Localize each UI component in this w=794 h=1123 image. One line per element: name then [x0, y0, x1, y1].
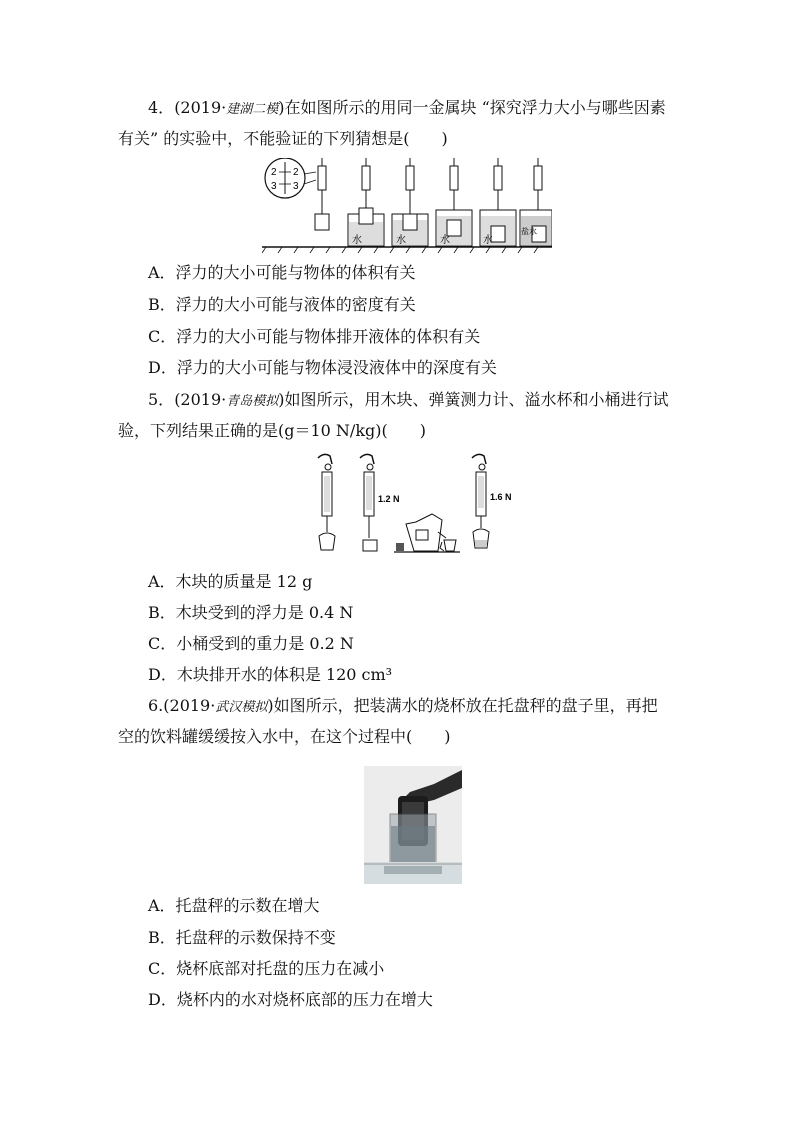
q4-option-b[interactable]: B．浮力的大小可能与液体的密度有关 [148, 295, 416, 314]
q5-figure [310, 452, 522, 562]
q6-option-b[interactable]: B．托盘秤的示数保持不变 [148, 928, 336, 947]
q5-source: 青岛模拟 [226, 394, 279, 409]
q6-stem-line2: 空的饮料罐缓缓按入水中，在这个过程中( ) [118, 727, 451, 746]
q4-option-a[interactable]: A．浮力的大小可能与物体的体积有关 [148, 263, 416, 282]
q5-number: 5． [148, 390, 175, 409]
q5-scale-bucket-water [472, 454, 512, 548]
q5-figure-svg [310, 452, 522, 562]
q6-source: 武汉模拟 [215, 700, 268, 715]
q5-stem-line1: 5．(2019·青岛模拟)如图所示，用木块、弹簧测力计、溢水杯和小桶进行试 [148, 390, 669, 409]
q4-scale-mark: 3 [271, 181, 277, 192]
q4-beaker-label: 水 [483, 235, 493, 246]
q4-scale-mark: 3 [293, 181, 299, 192]
q5-reading-1: 1.2 N [378, 494, 400, 504]
q4-scale-mark: 2 [271, 167, 277, 178]
q4-beaker-label: 盐水 [521, 227, 537, 236]
q4-beaker-5 [520, 158, 552, 246]
q5-option-b[interactable]: B．木块受到的浮力是 0.4 N [148, 603, 354, 622]
q5-option-a[interactable]: A．木块的质量是 12 g [148, 572, 313, 591]
q6-option-c[interactable]: C．烧杯底部对托盘的压力在减小 [148, 959, 385, 978]
q4-beaker-3 [436, 158, 472, 246]
q5-scale-bucket [318, 454, 335, 550]
q4-beaker-label: 水 [352, 235, 362, 246]
q6-option-a[interactable]: A．托盘秤的示数在增大 [148, 896, 320, 915]
q4-option-d[interactable]: D．浮力的大小可能与物体浸没液体中的深度有关 [148, 358, 497, 377]
q4-beaker-4 [480, 158, 516, 246]
q4-metal-block [315, 214, 329, 230]
q4-beaker-2 [392, 158, 428, 246]
q6-photo-svg [364, 766, 462, 884]
q5-scale-block [360, 454, 400, 551]
q5-reading-2: 1.6 N [490, 492, 512, 502]
q5-overflow-cup [396, 514, 456, 551]
q5-stem-line2: 验，下列结果正确的是(g＝10 N/kg)( ) [118, 421, 426, 440]
scale-tray-image [384, 866, 442, 874]
q4-scale-mark: 2 [293, 167, 299, 178]
q4-scale-air [315, 158, 329, 230]
q4-beaker-label: 水 [396, 235, 406, 246]
q6-photo [364, 766, 462, 884]
q5-option-c[interactable]: C．小桶受到的重力是 0.2 N [148, 634, 354, 653]
q6-stem-line1: 6.(2019·武汉模拟)如图所示，把装满水的烧杯放在托盘秤的盘子里，再把 [148, 696, 658, 715]
q4-beaker-label: 水 [440, 235, 450, 246]
q4-figure-svg [262, 158, 552, 254]
q6-option-d[interactable]: D．烧杯内的水对烧杯底部的压力在增大 [148, 990, 433, 1009]
q4-option-c[interactable]: C．浮力的大小可能与物体排开液体的体积有关 [148, 327, 481, 346]
q4-beaker-1 [348, 158, 384, 246]
q4-stem-line1: 4．(2019·建湖二模)在如图所示的用同一金属块 “探究浮力大小与哪些因素 [148, 98, 666, 117]
q5-option-d[interactable]: D．木块排开水的体积是 120 cm³ [148, 665, 393, 684]
q4-stem-line2: 有关” 的实验中，不能验证的下列猜想是( ) [118, 129, 448, 148]
q4-source: 建湖二模 [226, 102, 279, 117]
q4-figure [262, 158, 552, 254]
q4-number: 4． [148, 98, 175, 117]
q6-number: 6. [148, 696, 164, 715]
